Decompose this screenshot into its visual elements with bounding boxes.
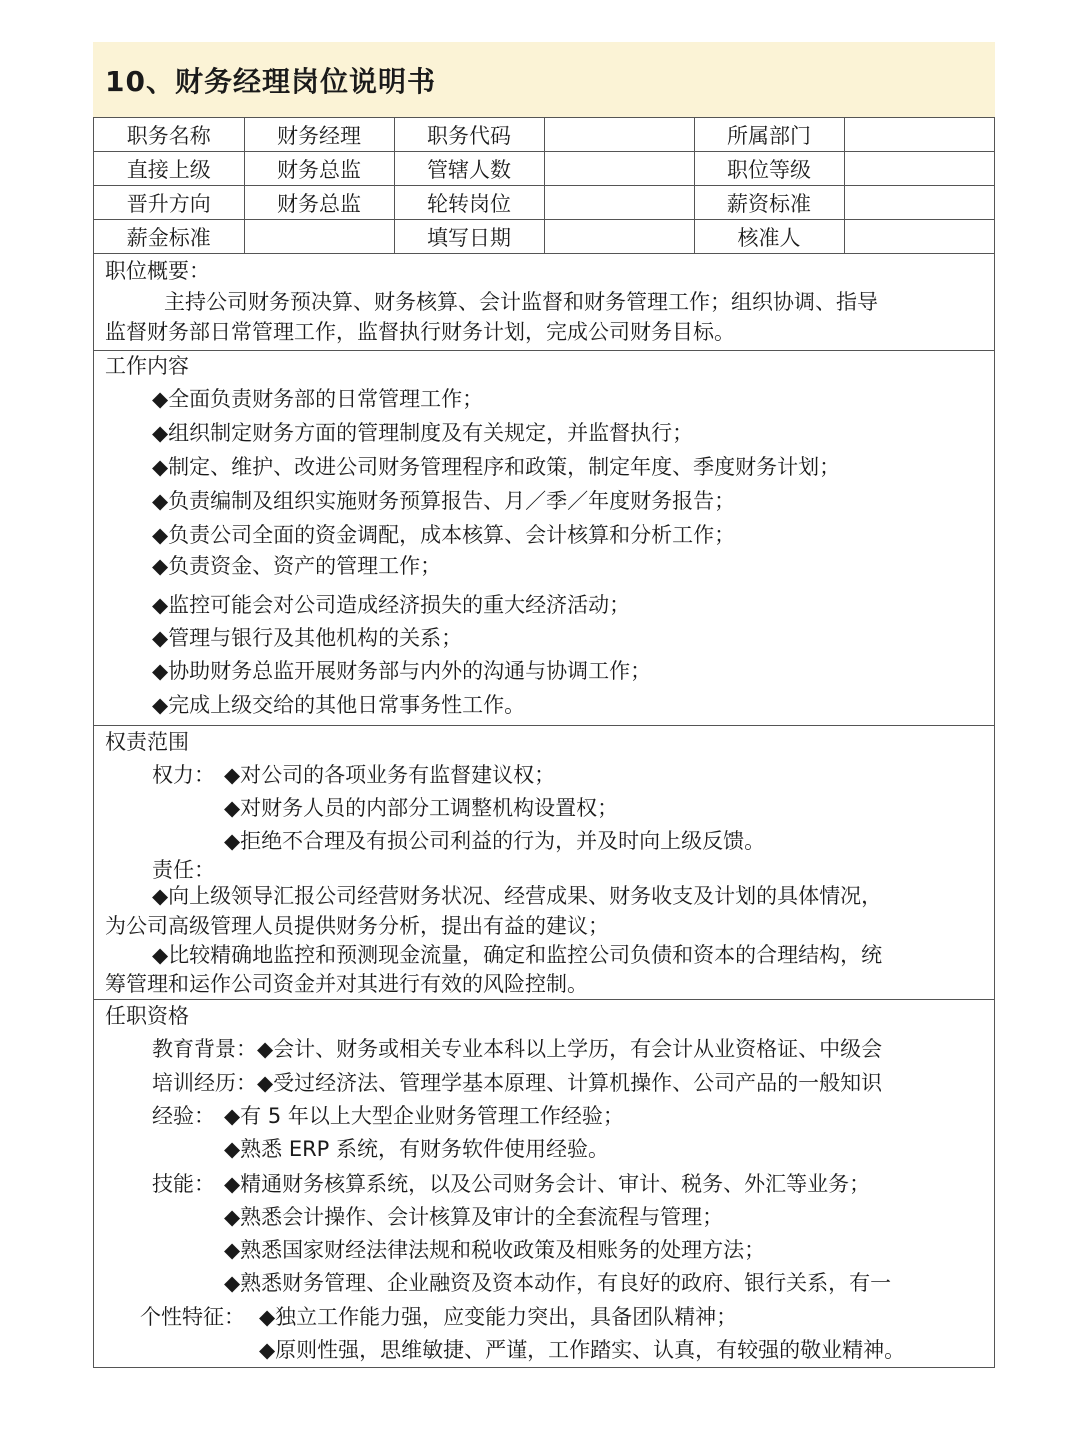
list-item: ◆完成上级交给的其他日常事务性工作。 — [152, 693, 526, 717]
experience-label: 经验： — [152, 1104, 215, 1128]
list-item: ◆监控可能会对公司造成经济损失的重大经济活动； — [152, 593, 631, 617]
authority-heading: 权责范围 — [105, 730, 189, 754]
table-row — [94, 220, 994, 254]
table-cell: 职位等级 — [694, 152, 844, 186]
qualification-section — [94, 999, 994, 1367]
overview-line: 监督财务部日常管理工作，监督执行财务计划，完成公司财务目标。 — [105, 320, 735, 344]
job-description-sheet — [93, 117, 995, 1368]
table-cell: 薪金标准 — [94, 220, 244, 254]
responsibility-label: 责任： — [152, 858, 215, 882]
list-item: ◆熟悉财务管理、企业融资及资本动作，有良好的政府、银行关系，有一 — [224, 1271, 892, 1295]
table-cell: 薪资标准 — [694, 186, 844, 220]
table-cell — [844, 118, 994, 152]
table-cell: 管辖人数 — [394, 152, 544, 186]
table-row — [94, 186, 994, 220]
training-line: 培训经历：◆受过经济法、管理学基本原理、计算机操作、公司产品的一般知识 — [152, 1071, 883, 1095]
list-item: ◆负责资金、资产的管理工作； — [152, 554, 442, 578]
list-item: ◆对财务人员的内部分工调整机构设置权； — [224, 796, 619, 820]
page-title: 10、财务经理岗位说明书 — [105, 65, 436, 98]
overview-section — [94, 254, 994, 351]
list-item: ◆全面负责财务部的日常管理工作； — [152, 387, 484, 411]
table-cell — [844, 186, 994, 220]
table-cell: 财务总监 — [244, 152, 394, 186]
table-cell: 晋升方向 — [94, 186, 244, 220]
table-cell: 核准人 — [694, 220, 844, 254]
table-cell: 职务名称 — [94, 118, 244, 152]
list-item: ◆精通财务核算系统，以及公司财务会计、审计、税务、外汇等业务； — [224, 1172, 871, 1196]
overview-heading: 职位概要： — [105, 259, 210, 283]
responsibility-line: ◆向上级领导汇报公司经营财务状况、经营成果、财务收支及计划的具体情况， — [152, 884, 883, 908]
responsibility-line: ◆比较精确地监控和预测现金流量，确定和监控公司负债和资本的合理结构，统 — [152, 943, 883, 967]
list-item: ◆负责编制及组织实施财务预算报告、月／季／年度财务报告； — [152, 489, 736, 513]
title-banner — [93, 42, 995, 117]
list-item: ◆负责公司全面的资金调配，成本核算、会计核算和分析工作； — [152, 523, 736, 547]
table-cell: 直接上级 — [94, 152, 244, 186]
list-item: ◆管理与银行及其他机构的关系； — [152, 626, 463, 650]
list-item: ◆熟悉会计操作、会计核算及审计的全套流程与管理； — [224, 1205, 724, 1229]
list-item: ◆熟悉国家财经法律法规和税收政策及相账务的处理方法； — [224, 1238, 766, 1262]
list-item: ◆拒绝不合理及有损公司利益的行为，并及时向上级反馈。 — [224, 829, 766, 853]
list-item: ◆协助财务总监开展财务部与内外的沟通与协调工作； — [152, 659, 652, 683]
info-table — [94, 118, 994, 254]
trait-label: 个性特征： — [140, 1305, 245, 1329]
list-item: ◆独立工作能力强，应变能力突出，具备团队精神； — [259, 1305, 738, 1329]
table-cell — [844, 220, 994, 254]
skill-label: 技能： — [152, 1172, 215, 1196]
list-item: ◆熟悉 ERP 系统，有财务软件使用经验。 — [224, 1137, 610, 1161]
table-row — [94, 118, 994, 152]
list-item: ◆原则性强，思维敏捷、严谨，工作踏实、认真，有较强的敬业精神。 — [259, 1338, 906, 1362]
table-cell — [244, 220, 394, 254]
qualification-heading: 任职资格 — [105, 1004, 189, 1028]
table-cell — [544, 118, 694, 152]
authority-section — [94, 725, 994, 1000]
overview-line: 主持公司财务预决算、财务核算、会计监督和财务管理工作；组织协调、指导 — [164, 290, 878, 314]
list-item: ◆制定、维护、改进公司财务管理程序和政策，制定年度、季度财务计划； — [152, 455, 841, 479]
table-cell — [544, 186, 694, 220]
table-cell: 职务代码 — [394, 118, 544, 152]
list-item: ◆对公司的各项业务有监督建议权； — [224, 763, 556, 787]
responsibility-line: 筹管理和运作公司资金并对其进行有效的风险控制。 — [105, 972, 588, 996]
work-section — [94, 350, 994, 726]
table-cell: 填写日期 — [394, 220, 544, 254]
work-heading: 工作内容 — [105, 354, 189, 378]
table-cell: 财务经理 — [244, 118, 394, 152]
table-cell: 所属部门 — [694, 118, 844, 152]
table-cell: 财务总监 — [244, 186, 394, 220]
list-item: ◆组织制定财务方面的管理制度及有关规定，并监督执行； — [152, 421, 694, 445]
table-cell — [544, 220, 694, 254]
list-item: ◆有 5 年以上大型企业财务管理工作经验； — [224, 1104, 624, 1128]
education-line: 教育背景：◆会计、财务或相关专业本科以上学历，有会计从业资格证、中级会 — [152, 1037, 883, 1061]
power-label: 权力： — [152, 763, 215, 787]
table-cell: 轮转岗位 — [394, 186, 544, 220]
table-cell — [844, 152, 994, 186]
table-row — [94, 152, 994, 186]
table-cell — [544, 152, 694, 186]
responsibility-line: 为公司高级管理人员提供财务分析，提出有益的建议； — [105, 914, 609, 938]
